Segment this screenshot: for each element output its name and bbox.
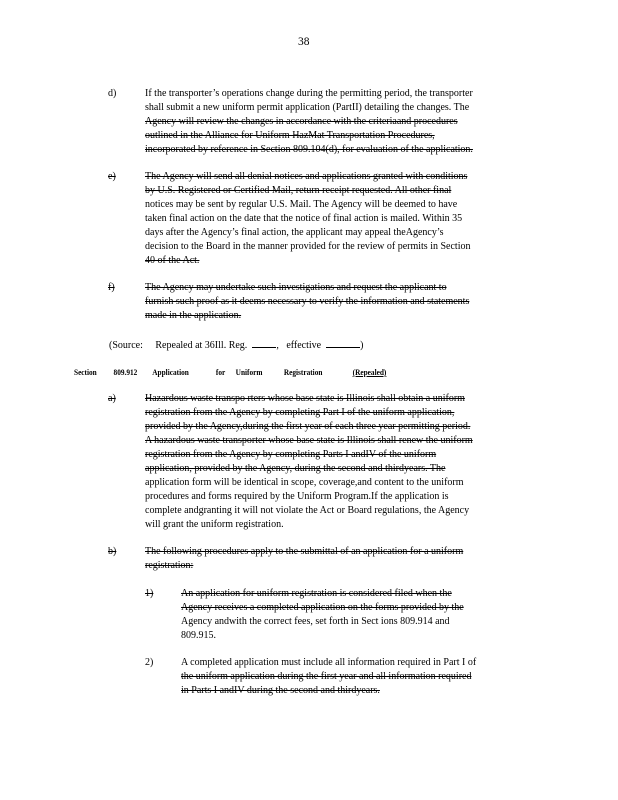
paragraph-line: complete andgranting it will not violate the Act or Board regulations, the Agency: [145, 505, 470, 516]
section-number: 809.912: [113, 367, 138, 377]
section-title-word: for: [215, 367, 226, 377]
source-open: (Source:: [109, 340, 143, 351]
paragraph-line-struck: 40 of the Act.: [145, 255, 200, 266]
source-blank-volume: [252, 337, 276, 348]
section-title-word: Application: [152, 367, 189, 377]
paragraph-line: procedures and forms required by the Uniform Program.If the application is: [145, 491, 449, 502]
subitem-marker: 2): [145, 657, 154, 668]
section-title-word: Registration: [283, 367, 323, 377]
subitem-line-struck: in Parts I andIV during the second and thirdyears.: [181, 685, 380, 696]
source-blank-date: [326, 337, 360, 348]
paragraph-line: shall submit a new uniform permit application (PartII) detailing the changes. The: [145, 102, 470, 113]
paragraph-line-struck: outlined in the Alliance for Uniform HazMat Transportation Procedures,: [145, 130, 435, 141]
paragraph-line: notices may be sent by regular U.S. Mail. The Agency will be deemed to have: [145, 199, 458, 210]
paragraph-line-struck: Hazardous waste transpo rters whose base state is Illinois shall obtain a uniform: [145, 393, 465, 404]
section-heading: [74, 367, 418, 379]
source-close: ): [360, 340, 364, 351]
paragraph-e: [108, 170, 540, 268]
subitem-line-struck: An application for uniform registration is considered filed when the: [181, 588, 452, 599]
source-effective: effective: [286, 340, 322, 351]
paragraph-line-struck: registration:: [145, 560, 194, 571]
paragraph-d: [108, 87, 540, 157]
paragraph-line-struck: registration from the Agency by completing Parts I andIV of the uniform: [145, 449, 437, 460]
paragraph-marker: a): [108, 393, 116, 404]
subitem-line: A completed application must include all information required in Part I of: [181, 657, 477, 668]
paragraph-line: days after the Agency’s final action, the applicant may appeal theAgency’s: [145, 227, 444, 238]
subitem-line: 809.915.: [181, 630, 216, 641]
paragraph-line: decision to the Board in the manner provided for the review of permits in Section: [145, 241, 471, 252]
section-title-word: Uniform: [235, 367, 263, 377]
paragraph-f: [108, 281, 540, 323]
subitem-line-struck: the uniform application during the first year and all information required: [181, 671, 472, 682]
paragraph-line: If the transporter’s operations change during the permitting period, the transporter: [145, 88, 473, 99]
subitem-marker: 1): [145, 588, 154, 599]
paragraph-line-struck: furnish such proof as it deems necessary to verify the information and statements: [145, 296, 470, 307]
paragraph-line: application form will be identical in scope, coverage,and content to the uniform: [145, 477, 464, 488]
subitem-1: [145, 587, 545, 643]
paragraph-line-struck: provided by the Agency,during the first year of each three year permitting period.: [145, 421, 471, 432]
subitem-2: [145, 656, 545, 698]
section-label: Section: [74, 367, 97, 377]
paragraph-b: [108, 545, 540, 573]
source-text: Repealed at 36Ill. Reg.: [155, 340, 248, 351]
paragraph-line-struck: The Agency may undertake such investigations and request the applicant to: [145, 282, 447, 293]
paragraph-line: will grant the uniform registration.: [145, 519, 284, 530]
paragraph-line-struck: Agency will review the changes in accordance with the criteriaand procedures: [145, 116, 458, 127]
paragraph-line-struck: A hazardous waste transporter whose base state is Illinois shall renew the uniform: [145, 435, 473, 446]
page-number: 38: [298, 36, 310, 48]
section-status: (Repealed): [352, 367, 387, 377]
paragraph-line-struck: The Agency will send all denial notices and applications granted with conditions: [145, 171, 468, 182]
subitem-line-struck: Agency receives a completed application on the forms provided by the: [181, 602, 464, 613]
paragraph-marker: e): [108, 171, 116, 182]
subitem-line: Agency andwith the correct fees, set forth in Sect ions 809.914 and: [181, 616, 450, 627]
paragraph-line-struck: The following procedures apply to the submittal of an application for a uniform: [145, 546, 464, 557]
source-note: (Source: Repealed at 36Ill. Reg. , effective ): [109, 337, 363, 351]
paragraph-line: taken final action on the date that the notice of final action is mailed. Within 35: [145, 213, 463, 224]
paragraph-marker: f): [108, 282, 115, 293]
paragraph-line-struck: registration from the Agency by completing Part I of the uniform application,: [145, 407, 455, 418]
paragraph-line-struck: incorporated by reference in Section 809.104(d), for evaluation of the application.: [145, 144, 473, 155]
paragraph-a: [108, 392, 540, 532]
paragraph-line-struck: by U.S. Registered or Certified Mail, return receipt requested. All other final: [145, 185, 452, 196]
paragraph-marker: b): [108, 546, 117, 557]
paragraph-marker: d): [108, 88, 117, 99]
paragraph-line-struck: application, provided by the Agency, during the second and thirdyears. The: [145, 463, 446, 474]
paragraph-line-struck: made in the application.: [145, 310, 242, 321]
